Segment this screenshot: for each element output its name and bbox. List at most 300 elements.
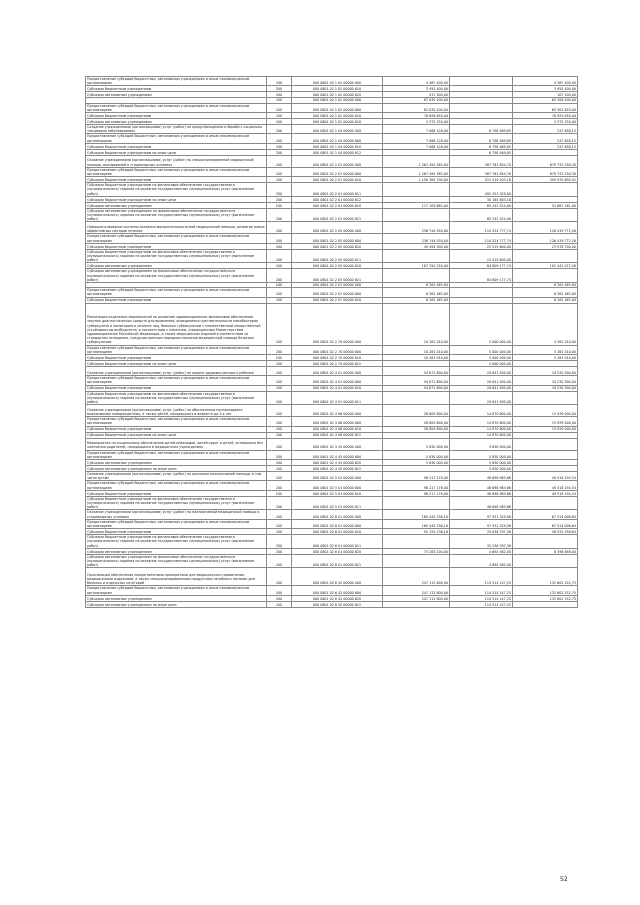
approved-amount-cell: 7 006 128,00 xyxy=(383,134,450,143)
executed-amount-cell: 33 036 797,56 xyxy=(450,529,513,535)
budget-classification-code-cell: 000 0801 02 1 02 00000 600 xyxy=(292,103,383,112)
budget-classification-code-cell: 000 0801 02 1 02 00000 610 xyxy=(292,113,383,119)
line-code-cell: 200 xyxy=(267,391,292,405)
indicator-name-cell: Субсидии бюджетным учреждениям на иные цели xyxy=(86,149,267,155)
executed-amount-cell: 14 870 800,00 xyxy=(450,405,513,417)
approved-amount-cell: 6 262 465,00 xyxy=(383,283,450,288)
table-row xyxy=(86,510,578,519)
unexecuted-amount-cell: 132 602 152,75 xyxy=(513,595,578,601)
table-row xyxy=(86,167,578,176)
unexecuted-amount-cell: 58 915 338,64 xyxy=(513,529,578,535)
table-row xyxy=(86,471,578,480)
indicator-name-cell: Субсидии бюджетным учреждениям на иные цели xyxy=(86,361,267,367)
table-row xyxy=(86,125,578,134)
indicator-name-cell: Субсидии бюджетным учреждениям xyxy=(86,385,267,391)
unexecuted-amount-cell: 49 518 194,34 xyxy=(513,490,578,496)
table-row xyxy=(86,586,578,595)
budget-classification-code-cell: 000 0801 02 6 42 00000 620 xyxy=(292,595,383,601)
indicator-name-cell: Организация обеспечения лекарственными препаратами для медицинского применения, медицинскими изделиями, а также специализированными продуктами лечебного питания для больных и отдельных категорий xyxy=(86,568,267,586)
line-code-cell: 200 xyxy=(267,92,292,98)
budget-classification-code-cell: 000 0801 02 4 45 00000 600 xyxy=(292,450,383,459)
indicator-name-cell: Субсидии бюджетным учреждениям на финансовое обеспечение государственного (муниципального) задания на оказание государственных (муниципальных) услуг (выполнение работ) xyxy=(86,496,267,510)
budget-classification-code-cell: 000 0801 02 2 07 00000 000 xyxy=(292,283,383,288)
line-code-cell: 200 xyxy=(267,586,292,595)
executed-amount-cell xyxy=(450,77,513,86)
table-row xyxy=(86,222,578,234)
indicator-name-cell: Субсидии бюджетным учреждениям xyxy=(86,529,267,535)
indicator-name-cell: Субсидии автономным учреждениям xyxy=(86,548,267,554)
approved-amount-cell: 165 445 336,18 xyxy=(383,510,450,519)
budget-classification-code-cell: 000 0801 02 2 01 00000 612 xyxy=(292,196,383,202)
executed-amount-cell: 4 694 562,00 xyxy=(450,554,513,568)
executed-amount-cell: 110 324 777,74 xyxy=(450,234,513,243)
executed-amount-cell: 5 000 000,00 xyxy=(450,355,513,361)
approved-amount-cell: 28 809 800,00 xyxy=(383,426,450,432)
executed-amount-cell: 114 514 147,25 xyxy=(450,595,513,601)
indicator-name-cell: Предоставление субсидий бюджетным, автономным учреждениям и иным некоммерческим организациям xyxy=(86,103,267,112)
approved-amount-cell: 5 830 000,00 xyxy=(383,438,450,450)
indicator-name-cell: Субсидии автономным учреждениям на иные цели xyxy=(86,601,267,607)
indicator-name-cell: Мероприятия по социальному обеспечению детей-инвалидов, детей-сирот и детей, оставшихся без попечения родителей, находящихся в медицинских учреждениях xyxy=(86,438,267,450)
executed-amount-cell: 48 698 983,66 xyxy=(450,490,513,496)
indicator-name-cell: Субсидии автономным учреждениям на иные цели xyxy=(86,465,267,471)
line-code-cell: 200 xyxy=(267,208,292,222)
unexecuted-amount-cell: 132 602 152,75 xyxy=(513,568,578,586)
budget-classification-code-cell: 000 0801 02 5 01 00000 600 xyxy=(292,481,383,490)
approved-amount-cell: 4 487 400,00 xyxy=(383,77,450,86)
approved-amount-cell: 247 112 800,00 xyxy=(383,568,450,586)
indicator-name-cell: Субсидии бюджетным учреждениям xyxy=(86,177,267,183)
unexecuted-amount-cell: 67 514 006,64 xyxy=(513,519,578,528)
indicator-name-cell: Предоставление субсидий бюджетным, автономным учреждениям и иным некоммерческим организациям xyxy=(86,481,267,490)
approved-amount-cell xyxy=(383,208,450,222)
line-code-cell: 200 xyxy=(267,177,292,183)
executed-amount-cell: 14 870 800,00 xyxy=(450,426,513,432)
line-code-cell: 200 xyxy=(267,568,292,586)
unexecuted-amount-cell xyxy=(513,208,578,222)
line-code-cell: 200 xyxy=(267,98,292,103)
line-code-cell: 200 xyxy=(267,376,292,385)
unexecuted-amount-cell: 23 978 700,00 xyxy=(513,243,578,249)
unexecuted-amount-cell xyxy=(513,554,578,568)
table-row xyxy=(86,367,578,376)
budget-classification-code-cell: 000 0801 02 1 02 00000 620 xyxy=(292,119,383,125)
budget-classification-code-cell: 000 0801 02 1 04 00000 600 xyxy=(292,134,383,143)
unexecuted-amount-cell: 679 732 530,30 xyxy=(513,167,578,176)
indicator-name-cell: Оказание учреждениями (организациями) услуг (работ) по охране здоровья матери и ребенка xyxy=(86,367,267,376)
approved-amount-cell xyxy=(383,496,450,510)
line-code-cell: 200 xyxy=(267,490,292,496)
approved-amount-cell: 28 809 800,00 xyxy=(383,405,450,417)
table-row xyxy=(86,155,578,167)
indicator-name-cell: Субсидии автономным учреждениям на финансовое обеспечение государственного (муниципального) задания на оказание государственных (муниципальных) услуг (выполнение работ) xyxy=(86,208,267,222)
line-code-cell: 200 xyxy=(267,149,292,155)
table-row xyxy=(86,554,578,568)
table-row xyxy=(86,196,578,202)
table-row xyxy=(86,288,578,297)
executed-amount-cell: 5 000 000,00 xyxy=(450,361,513,367)
approved-amount-cell: 10 261 010,00 xyxy=(383,345,450,354)
approved-amount-cell: 98 217 178,00 xyxy=(383,481,450,490)
budget-classification-code-cell: 000 0801 02 2 01 00000 600 xyxy=(292,167,383,176)
executed-amount-cell: 84 809 177,74 xyxy=(450,269,513,283)
unexecuted-amount-cell: 107 100,00 xyxy=(513,92,578,98)
indicator-name-cell: Предоставление субсидий бюджетным, автономным учреждениям и иным некоммерческим организациям xyxy=(86,77,267,86)
indicator-name-cell: Предоставление субсидий бюджетным, автономным учреждениям и иным некоммерческим организациям xyxy=(86,345,267,354)
budget-classification-code-cell: 000 0801 02 1 02 00000 610 xyxy=(292,86,383,92)
line-code-cell: 200 xyxy=(267,167,292,176)
budget-table-body xyxy=(86,77,578,608)
unexecuted-amount-cell: 6 262 465,00 xyxy=(513,288,578,297)
budget-classification-code-cell: 000 0801 02 4 06 00000 600 xyxy=(292,417,383,426)
approved-amount-cell: 247 112 800,00 xyxy=(383,595,450,601)
indicator-name-cell: Реализация отдельных мероприятий по развитию здравоохранения: финансовое обеспечение закупок диагностических средств для выявления, определения чувствительности микобактерии туберкулеза и мониторинга лечения лиц, больных туберкулезом с множественной лекарственной устойчивостью возбудителя, в соответствии с перечнем, утвержденным Министерством здравоохранения Российской Федерации, а также медицинских изделий в соответствии со стандартом оснащения, предусмотренным порядком оказания медицинской помощи больным туберкулезом xyxy=(86,303,267,345)
line-code-cell: 200 xyxy=(267,155,292,167)
unexecuted-amount-cell: 3 373 250,00 xyxy=(513,119,578,125)
executed-amount-cell: 522 519 203,18 xyxy=(450,177,513,183)
indicator-name-cell: Оказание учреждениями (организациями) услуг (работ) по обеспечению послеродового выхаживания новорожденных, а также детей, находящихся в возрасте до 3-х лет xyxy=(86,405,267,417)
unexecuted-amount-cell: 5 261 010,00 xyxy=(513,345,578,354)
executed-amount-cell: 48 698 983,66 xyxy=(450,471,513,480)
indicator-name-cell: Субсидии бюджетным учреждениям на финансовое обеспечение государственного (муниципального) задания на оказание государственных (муниципальных) услуг (выполнение работ) xyxy=(86,391,267,405)
executed-amount-cell: 30 165 883,18 xyxy=(450,196,513,202)
budget-classification-code-cell: 000 0801 02 1 02 00000 620 xyxy=(292,92,383,98)
executed-amount-cell: 114 514 147,25 xyxy=(450,586,513,595)
table-row xyxy=(86,103,578,112)
indicator-name-cell: Предоставление субсидий бюджетным, автономным учреждениям и иным некоммерческим организациям xyxy=(86,519,267,528)
indicator-name-cell: Субсидии бюджетным учреждениям xyxy=(86,243,267,249)
approved-amount-cell: 98 217 178,00 xyxy=(383,471,450,480)
executed-amount-cell: 5 830 000,00 xyxy=(450,438,513,450)
executed-amount-cell: 15 515 600,00 xyxy=(450,249,513,263)
budget-table xyxy=(85,76,578,608)
budget-classification-code-cell: 000 0801 02 6 01 00000 000 xyxy=(292,510,383,519)
line-code-cell: 200 xyxy=(267,183,292,197)
unexecuted-amount-cell: 132 602 152,75 xyxy=(513,586,578,595)
indicator-name-cell: Субсидии бюджетным учреждениям xyxy=(86,355,267,361)
line-code-cell: 200 xyxy=(267,385,292,391)
line-code-cell: 200 xyxy=(267,426,292,432)
approved-amount-cell: 6 262 465,00 xyxy=(383,297,450,303)
line-code-cell: 200 xyxy=(267,196,292,202)
table-row xyxy=(86,432,578,438)
executed-amount-cell: 48 698 983,66 xyxy=(450,481,513,490)
budget-classification-code-cell: 000 0801 02 2 70 00000 600 xyxy=(292,345,383,354)
budget-classification-code-cell: 000 0801 02 4 01 00000 000 xyxy=(292,367,383,376)
approved-amount-cell: 1 267 494 385,00 xyxy=(383,155,450,167)
indicator-name-cell: Субсидии автономным учреждениям на финансовое обеспечение государственного (муниципального) задания на оказание государственных (муниципальных) услуг (выполнение работ) xyxy=(86,269,267,283)
unexecuted-amount-cell: 247 658,15 xyxy=(513,125,578,134)
indicator-name-cell: Предоставление субсидий бюджетным, автономным учреждениям и иным некоммерческим организациям xyxy=(86,234,267,243)
table-row xyxy=(86,465,578,471)
line-code-cell: 200 xyxy=(267,450,292,459)
approved-amount-cell: 165 445 336,18 xyxy=(383,519,450,528)
line-code-cell: 200 xyxy=(267,548,292,554)
unexecuted-amount-cell: 3 955 400,00 xyxy=(513,86,578,92)
indicator-name-cell: Предоставление субсидий бюджетным, автономным учреждениям и иным некоммерческим организациям xyxy=(86,417,267,426)
approved-amount-cell: 73 283 200,00 xyxy=(383,548,450,554)
unexecuted-amount-cell: 63 302 820,00 xyxy=(513,103,578,112)
unexecuted-amount-cell: 13 939 000,00 xyxy=(513,405,578,417)
unexecuted-amount-cell xyxy=(513,601,578,607)
approved-amount-cell xyxy=(383,183,450,197)
budget-classification-code-cell: 000 0801 02 5 01 00000 611 xyxy=(292,496,383,510)
executed-amount-cell: 5 830 000,00 xyxy=(450,459,513,465)
indicator-name-cell: Оказание учреждениями (организациями) услуг (работ) по паллиативной медицинской помощи в стационарных условиях xyxy=(86,510,267,519)
line-code-cell: 200 xyxy=(267,471,292,480)
approved-amount-cell: 87 030 100,00 xyxy=(383,98,450,103)
approved-amount-cell: 10 261 010,00 xyxy=(383,303,450,345)
unexecuted-amount-cell: 679 732 530,30 xyxy=(513,155,578,167)
executed-amount-cell: 20 641 500,00 xyxy=(450,367,513,376)
table-row xyxy=(86,438,578,450)
budget-classification-code-cell: 000 0801 02 1 02 00000 000 xyxy=(292,77,383,86)
approved-amount-cell: 247 112 800,00 xyxy=(383,586,450,595)
indicator-name-cell: Создание учреждениями (организациями) услуг (работ) по предупреждению и борьбе с социально значимыми заболеваниями xyxy=(86,125,267,134)
executed-amount-cell: 65 242 524,00 xyxy=(450,202,513,208)
executed-amount-cell: 587 761 854,70 xyxy=(450,167,513,176)
budget-classification-code-cell: 000 0801 02 2 05 00000 000 xyxy=(292,222,383,234)
budget-classification-code-cell: 000 0801 02 6 01 00000 610 xyxy=(292,529,383,535)
unexecuted-amount-cell: 78 929 050,00 xyxy=(513,113,578,119)
indicator-name-cell: Субсидии бюджетным учреждениям xyxy=(86,426,267,432)
budget-classification-code-cell: 000 0801 02 2 07 00000 600 xyxy=(292,288,383,297)
unexecuted-amount-cell xyxy=(513,391,578,405)
approved-amount-cell: 3 955 400,00 xyxy=(383,86,450,92)
indicator-name-cell: Субсидии автономным учреждениям xyxy=(86,202,267,208)
line-code-cell: 200 xyxy=(267,249,292,263)
line-code-cell: 200 xyxy=(267,529,292,535)
approved-amount-cell xyxy=(383,601,450,607)
line-code-cell: 200 xyxy=(267,535,292,549)
unexecuted-amount-cell: 49 518 194,34 xyxy=(513,471,578,480)
approved-amount-cell: 54 871 800,00 xyxy=(383,385,450,391)
executed-amount-cell: 4 694 562,00 xyxy=(450,548,513,554)
unexecuted-amount-cell: 5 261 010,00 xyxy=(513,355,578,361)
approved-amount-cell xyxy=(383,249,450,263)
approved-amount-cell xyxy=(383,269,450,283)
executed-amount-cell: 97 931 329,56 xyxy=(450,519,513,528)
indicator-name-cell: Субсидии автономным учреждениям xyxy=(86,119,267,125)
table-row xyxy=(86,496,578,510)
executed-amount-cell: 5 830 000,00 xyxy=(450,450,513,459)
approved-amount-cell: 54 871 800,00 xyxy=(383,376,450,385)
budget-classification-code-cell: 000 0801 02 4 45 00000 620 xyxy=(292,459,383,465)
budget-classification-code-cell: 000 0801 02 2 70 00000 610 xyxy=(292,355,383,361)
table-row xyxy=(86,303,578,345)
indicator-name-cell: Совершенствование системы оказания высокотехнологичной медицинской помощи, развитие новых эффективных методов лечения xyxy=(86,222,267,234)
unexecuted-amount-cell: 4 267 400,00 xyxy=(513,77,578,86)
budget-classification-code-cell: 000 0801 02 4 01 00000 610 xyxy=(292,385,383,391)
indicator-name-cell: Предоставление субсидий бюджетным, автономным учреждениям и иным некоммерческим организациям xyxy=(86,288,267,297)
unexecuted-amount-cell: 126 419 772,26 xyxy=(513,222,578,234)
table-row xyxy=(86,376,578,385)
executed-amount-cell xyxy=(450,103,513,112)
indicator-name-cell: Субсидии бюджетным учреждениям xyxy=(86,297,267,303)
line-code-cell: 200 xyxy=(267,510,292,519)
budget-classification-code-cell: 000 0801 02 6 42 00000 000 xyxy=(292,568,383,586)
indicator-name-cell: Предоставление субсидий бюджетным, автономным учреждениям и иным некоммерческим организациям xyxy=(86,450,267,459)
indicator-name-cell: Субсидии бюджетным учреждениям на финансовое обеспечение государственного (муниципального) задания на оказание государственных (муниципальных) услуг (выполнение работ) xyxy=(86,535,267,549)
indicator-name-cell: Предоставление субсидий бюджетным, автономным учреждениям и иным некоммерческим организациям xyxy=(86,167,267,176)
approved-amount-cell: 1 150 384 700,00 xyxy=(383,177,450,183)
unexecuted-amount-cell: 51 867 161,00 xyxy=(513,202,578,208)
table-row xyxy=(86,345,578,354)
unexecuted-amount-cell: 6 262 465,00 xyxy=(513,283,578,288)
executed-amount-cell: 5 830 000,00 xyxy=(450,465,513,471)
executed-amount-cell: 33 236 767,56 xyxy=(450,535,513,549)
table-row xyxy=(86,391,578,405)
line-code-cell: 200 xyxy=(267,269,292,283)
unexecuted-amount-cell: 34 230 300,00 xyxy=(513,385,578,391)
executed-amount-cell: 110 324 777,74 xyxy=(450,222,513,234)
executed-amount-cell: 587 761 854,70 xyxy=(450,155,513,167)
table-row xyxy=(86,149,578,155)
line-code-cell: 200 xyxy=(267,283,292,288)
budget-classification-code-cell: 000 0801 02 6 01 00000 600 xyxy=(292,519,383,528)
executed-amount-cell: 6 758 469,85 xyxy=(450,134,513,143)
table-row xyxy=(86,234,578,243)
line-code-cell: 200 xyxy=(267,465,292,471)
table-row xyxy=(86,535,578,549)
executed-amount-cell: 20 641 500,00 xyxy=(450,376,513,385)
table-row xyxy=(86,134,578,143)
unexecuted-amount-cell xyxy=(513,535,578,549)
approved-amount-cell: 49 494 300,00 xyxy=(383,243,450,249)
budget-classification-code-cell: 000 0801 02 2 05 00000 610 xyxy=(292,243,383,249)
approved-amount-cell: 3 373 250,00 xyxy=(383,119,450,125)
executed-amount-cell: 5 000 000,00 xyxy=(450,303,513,345)
indicator-name-cell: Предоставление субсидий бюджетным, автономным учреждениям и иным некоммерческим организациям xyxy=(86,376,267,385)
budget-classification-code-cell: 000 0801 02 4 06 00000 000 xyxy=(292,405,383,417)
budget-classification-code-cell: 000 0801 02 5 01 00000 610 xyxy=(292,490,383,496)
budget-table-sheet xyxy=(85,76,576,608)
indicator-name-cell: Предоставление субсидий бюджетным, автономным учреждениям и иным некоммерческим организациям xyxy=(86,134,267,143)
unexecuted-amount-cell xyxy=(513,183,578,197)
approved-amount-cell: 92 155 136,18 xyxy=(383,529,450,535)
budget-classification-code-cell: 000 0801 02 6 01 00000 611 xyxy=(292,535,383,549)
budget-classification-code-cell: 000 0801 02 1 04 00000 610 xyxy=(292,143,383,149)
budget-classification-code-cell: 000 0801 02 1 04 00000 000 xyxy=(292,125,383,134)
budget-classification-code-cell: 000 0801 02 2 05 00000 611 xyxy=(292,249,383,263)
approved-amount-cell: 7 006 128,00 xyxy=(383,143,450,149)
indicator-name-cell: Субсидии бюджетным учреждениям на финансовое обеспечение государственного (муниципального) задания на оказание государственных (муниципальных) услуг (выполнение работ) xyxy=(86,183,267,197)
executed-amount-cell: 6 758 469,85 xyxy=(450,149,513,155)
executed-amount-cell: 14 870 800,00 xyxy=(450,432,513,438)
line-code-cell: 200 xyxy=(267,222,292,234)
table-row xyxy=(86,417,578,426)
budget-classification-code-cell: 000 0801 02 2 01 00000 611 xyxy=(292,183,383,197)
unexecuted-amount-cell xyxy=(513,496,578,510)
line-code-cell: 200 xyxy=(267,355,292,361)
budget-classification-code-cell: 000 0801 02 4 06 00000 612 xyxy=(292,432,383,438)
budget-classification-code-cell: 000 0801 02 2 05 00000 600 xyxy=(292,234,383,243)
budget-classification-code-cell: 000 0801 02 2 05 00000 621 xyxy=(292,269,383,283)
unexecuted-amount-cell: 13 939 000,00 xyxy=(513,426,578,432)
table-row xyxy=(86,481,578,490)
indicator-name-cell: Предоставление субсидий бюджетным, автономным учреждениям и иным некоммерческим организациям xyxy=(86,586,267,595)
executed-amount-cell: 14 870 800,00 xyxy=(450,417,513,426)
line-code-cell: 200 xyxy=(267,417,292,426)
line-code-cell: 200 xyxy=(267,134,292,143)
executed-amount-cell: 114 514 147,25 xyxy=(450,601,513,607)
indicator-name-cell: Субсидии автономным учреждениям xyxy=(86,459,267,465)
budget-classification-code-cell: 000 0801 02 4 45 00000 622 xyxy=(292,465,383,471)
budget-classification-code-cell: 000 0801 02 5 01 00000 000 xyxy=(292,471,383,480)
approved-amount-cell: 236 744 550,00 xyxy=(383,234,450,243)
unexecuted-amount-cell: 247 658,15 xyxy=(513,143,578,149)
line-code-cell: 200 xyxy=(267,481,292,490)
line-code-cell: 200 xyxy=(267,243,292,249)
line-code-cell: 200 xyxy=(267,496,292,510)
approved-amount-cell: 78 656 850,00 xyxy=(383,113,450,119)
unexecuted-amount-cell: 13 939 000,00 xyxy=(513,417,578,426)
unexecuted-amount-cell: 595 970 894,52 xyxy=(513,177,578,183)
unexecuted-amount-cell: 34 230 300,00 xyxy=(513,367,578,376)
line-code-cell: 200 xyxy=(267,345,292,354)
budget-classification-code-cell: 000 0801 02 4 01 00000 600 xyxy=(292,376,383,385)
executed-amount-cell: 6 758 469,85 xyxy=(450,125,513,134)
approved-amount-cell xyxy=(383,554,450,568)
approved-amount-cell: 236 744 550,00 xyxy=(383,222,450,234)
unexecuted-amount-cell: 102 441 072,26 xyxy=(513,263,578,269)
approved-amount-cell: 7 006 128,00 xyxy=(383,125,450,134)
line-code-cell: 200 xyxy=(267,438,292,450)
line-code-cell: 200 xyxy=(267,77,292,86)
executed-amount-cell: 20 641 500,00 xyxy=(450,385,513,391)
line-code-cell: 200 xyxy=(267,432,292,438)
approved-amount-cell: 98 217 178,00 xyxy=(383,490,450,496)
unexecuted-amount-cell: 49 518 194,34 xyxy=(513,481,578,490)
table-row xyxy=(86,405,578,417)
budget-classification-code-cell: 000 0801 02 2 01 00000 610 xyxy=(292,177,383,183)
approved-amount-cell: 5 830 000,00 xyxy=(383,459,450,465)
line-code-cell: 200 xyxy=(267,595,292,601)
line-code-cell: 200 xyxy=(267,119,292,125)
line-code-cell: 200 xyxy=(267,459,292,465)
table-row xyxy=(86,361,578,367)
budget-classification-code-cell: 000 0801 02 4 01 00000 611 xyxy=(292,391,383,405)
budget-classification-code-cell: 000 0801 02 4 06 00000 610 xyxy=(292,426,383,432)
approved-amount-cell: 82 030 100,00 xyxy=(383,103,450,112)
executed-amount-cell xyxy=(450,288,513,297)
budget-classification-code-cell: 000 0801 02 2 05 00000 620 xyxy=(292,263,383,269)
indicator-name-cell: Субсидии автономным учреждениям xyxy=(86,595,267,601)
executed-amount-cell: 6 758 469,85 xyxy=(450,143,513,149)
executed-amount-cell: 492 353 320,00 xyxy=(450,183,513,197)
budget-classification-code-cell: 000 0801 02 6 01 00000 620 xyxy=(292,548,383,554)
line-code-cell: 200 xyxy=(267,601,292,607)
unexecuted-amount-cell: 8 598 658,00 xyxy=(513,548,578,554)
table-row xyxy=(86,450,578,459)
line-code-cell: 200 xyxy=(267,263,292,269)
indicator-name-cell: Субсидии бюджетным учреждениям xyxy=(86,490,267,496)
table-row xyxy=(86,249,578,263)
line-code-cell: 200 xyxy=(267,125,292,134)
indicator-name-cell: Субсидии бюджетным учреждениям на финансовое обеспечение государственного (муниципального) задания на оказание государственных (муниципальных) услуг (выполнение работ) xyxy=(86,249,267,263)
line-code-cell: 200 xyxy=(267,288,292,297)
approved-amount-cell: 117 109 685,00 xyxy=(383,202,450,208)
table-row xyxy=(86,183,578,197)
indicator-name-cell: Оказание учреждениями (организациями) услуг (работ) по специализированной медицинской помощи, оказываемой в стационарных условиях xyxy=(86,155,267,167)
line-code-cell: 200 xyxy=(267,303,292,345)
executed-amount-cell: 5 000 000,00 xyxy=(450,345,513,354)
approved-amount-cell: 531 500,00 xyxy=(383,92,450,98)
page-number: 52 xyxy=(560,876,568,883)
line-code-cell: 200 xyxy=(267,361,292,367)
line-code-cell: 200 xyxy=(267,297,292,303)
indicator-name-cell: Оказание учреждениями (организациями) услуг (работ) по оказанию паллиативной помощи, в том числе детям xyxy=(86,471,267,480)
